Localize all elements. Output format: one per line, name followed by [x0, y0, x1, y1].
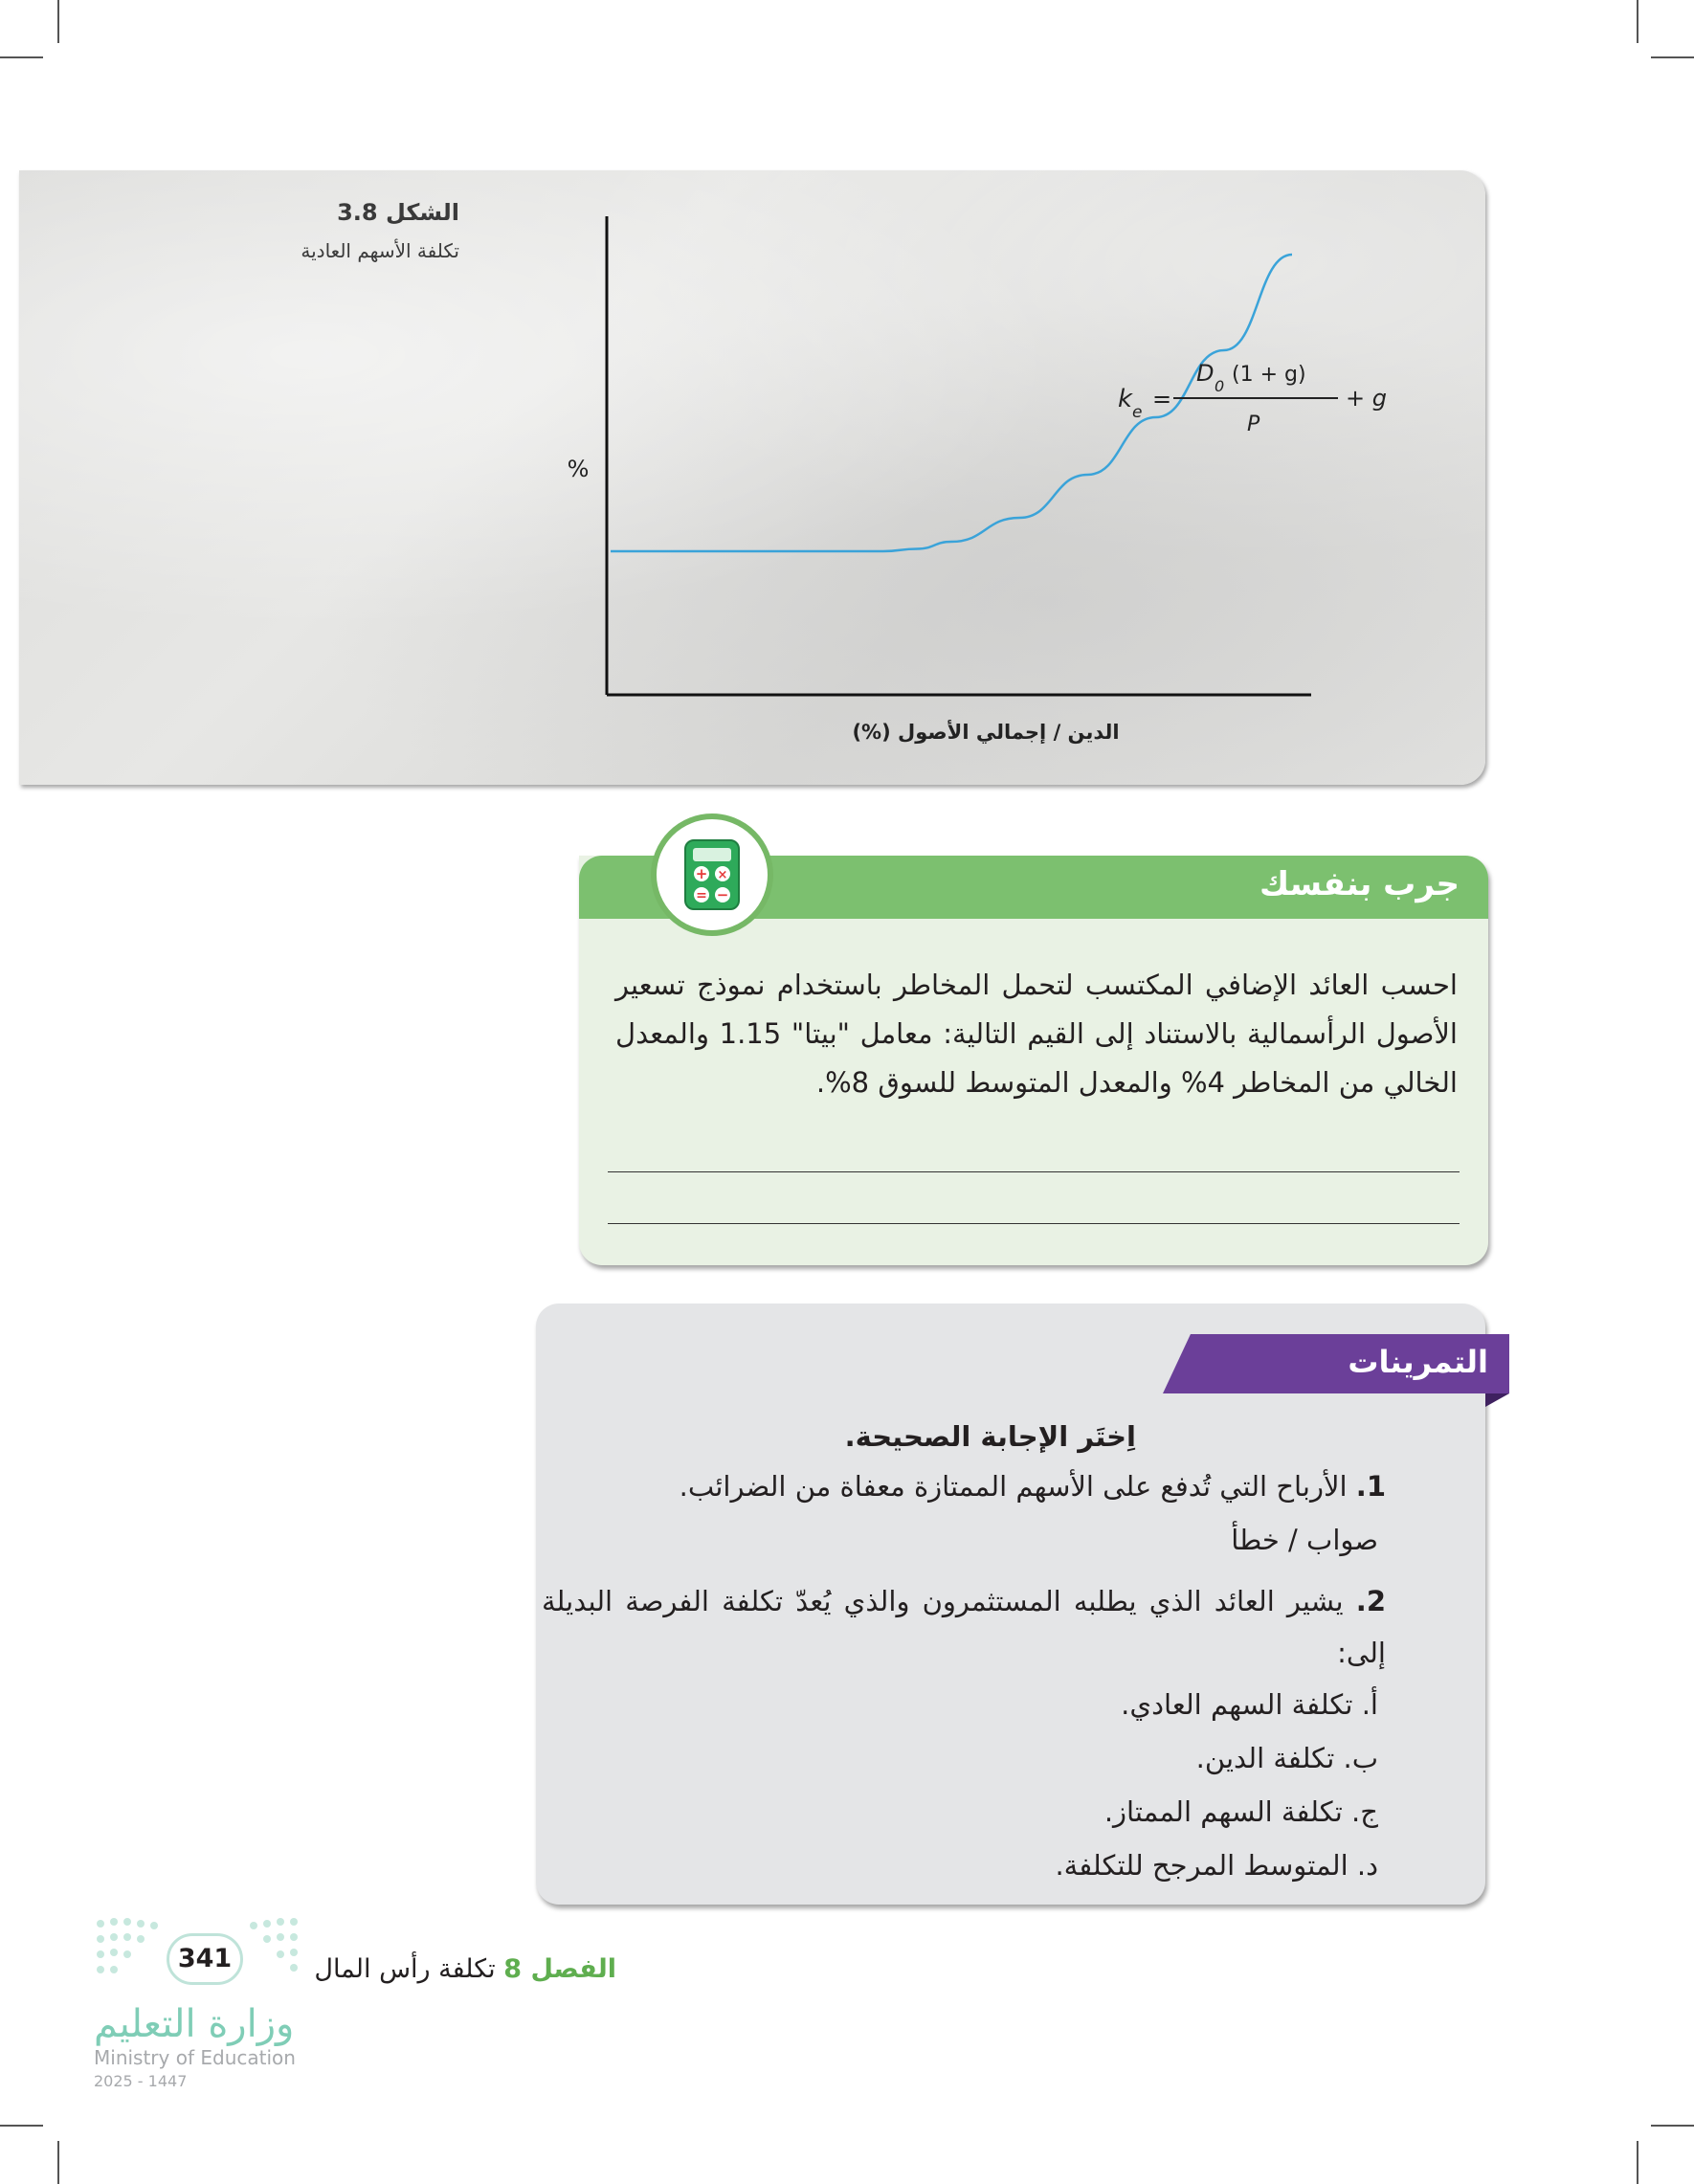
y-axis-label: % [567, 456, 590, 482]
svg-text:=: = [696, 888, 707, 903]
figure-title: الشكل 3.8 [337, 199, 459, 226]
page-number: 341 [167, 1933, 243, 1985]
formula-numerator-sub: 0 [1215, 377, 1225, 395]
option-c: ج. تكلفة السهم الممتاز. [1103, 1795, 1378, 1828]
answer-line [608, 1171, 1460, 1172]
formula-tail: + g [1346, 385, 1387, 412]
series-line-ke [611, 255, 1292, 551]
x-axis-label: الدين / إجمالي الأصول (%) [852, 721, 1120, 744]
calculator-icon-graphic [657, 819, 768, 930]
try-yourself-question: احسب العائد الإضافي المكتسب لتحمل المخاطر باستخدام نموذج تسعير الأصول الرأسمالية بالاستناد إلى القيم التالية: معامل "بيتا" 1.15 والمعدل الخالي من المخاطر 4% والمعدل المتوسط للسوق 8%. [615, 969, 1458, 1099]
try-yourself-title: جرب بنفسك [1259, 865, 1460, 903]
exercises-title: التمرينات [1348, 1344, 1488, 1380]
cost-of-equity-formula [1118, 360, 1387, 436]
question-2 [542, 1575, 1386, 1679]
instruction-text: اِختَر الإجابة الصحيحة. [844, 1420, 1136, 1453]
chapter-label [314, 1954, 616, 1984]
option-b: ب. تكلفة الدين. [1195, 1742, 1378, 1774]
crop-mark [1637, 2141, 1638, 2184]
cost-of-equity-chart [19, 170, 1485, 785]
formula-denominator: P [1247, 412, 1260, 436]
option-d: د. المتوسط المرجح للتكلفة. [1055, 1849, 1378, 1882]
ministry-logo-english: Ministry of Education [94, 2046, 296, 2069]
question-2-number: 2. [1355, 1585, 1386, 1617]
crop-mark [1651, 56, 1694, 58]
crop-mark [0, 2125, 43, 2127]
try-yourself-box [579, 856, 1488, 1265]
svg-text:−: − [716, 886, 729, 903]
formula-lhs: k [1118, 385, 1133, 413]
formula-lhs-sub: e [1132, 403, 1143, 422]
crop-mark [1651, 2125, 1694, 2127]
figure-subtitle: تكلفة الأسهم العادية [301, 239, 459, 262]
formula-equals: = [1152, 386, 1172, 412]
formula-numerator-rest: (1 + g) [1232, 363, 1306, 387]
question-1-answer: صواب / خطأ [1231, 1524, 1378, 1556]
figure-panel [19, 170, 1485, 785]
exercise-instruction [845, 1420, 1136, 1453]
option-a: أ. تكلفة السهم العادي. [1121, 1688, 1378, 1721]
question-1 [680, 1470, 1386, 1503]
question-2-text: يشير العائد الذي يطلبه المستثمرون والذي يُعدّ تكلفة الفرصة البديلة إلى: [542, 1585, 1386, 1669]
chapter-title: تكلفة رأس المال [314, 1954, 496, 1984]
exercises-banner-fold [1485, 1393, 1509, 1407]
crop-mark [1637, 0, 1638, 43]
edition-year: 2025 - 1447 [94, 2072, 188, 2090]
question-1-number: 1. [1355, 1470, 1386, 1503]
formula-numerator-var: D [1196, 360, 1215, 387]
question-1-text: الأرباح التي تُدفع على الأسهم الممتازة معفاة من الضرائب. [679, 1470, 1348, 1503]
crop-mark [57, 0, 59, 43]
answer-line [608, 1223, 1460, 1224]
ministry-logo-arabic: وزارة التعليم [94, 2002, 295, 2046]
crop-mark [0, 56, 43, 58]
svg-text:+: + [695, 865, 708, 882]
crop-mark [57, 2141, 59, 2184]
calculator-icon [651, 813, 773, 936]
chapter-number: الفصل 8 [503, 1954, 616, 1984]
svg-text:×: × [717, 868, 728, 882]
